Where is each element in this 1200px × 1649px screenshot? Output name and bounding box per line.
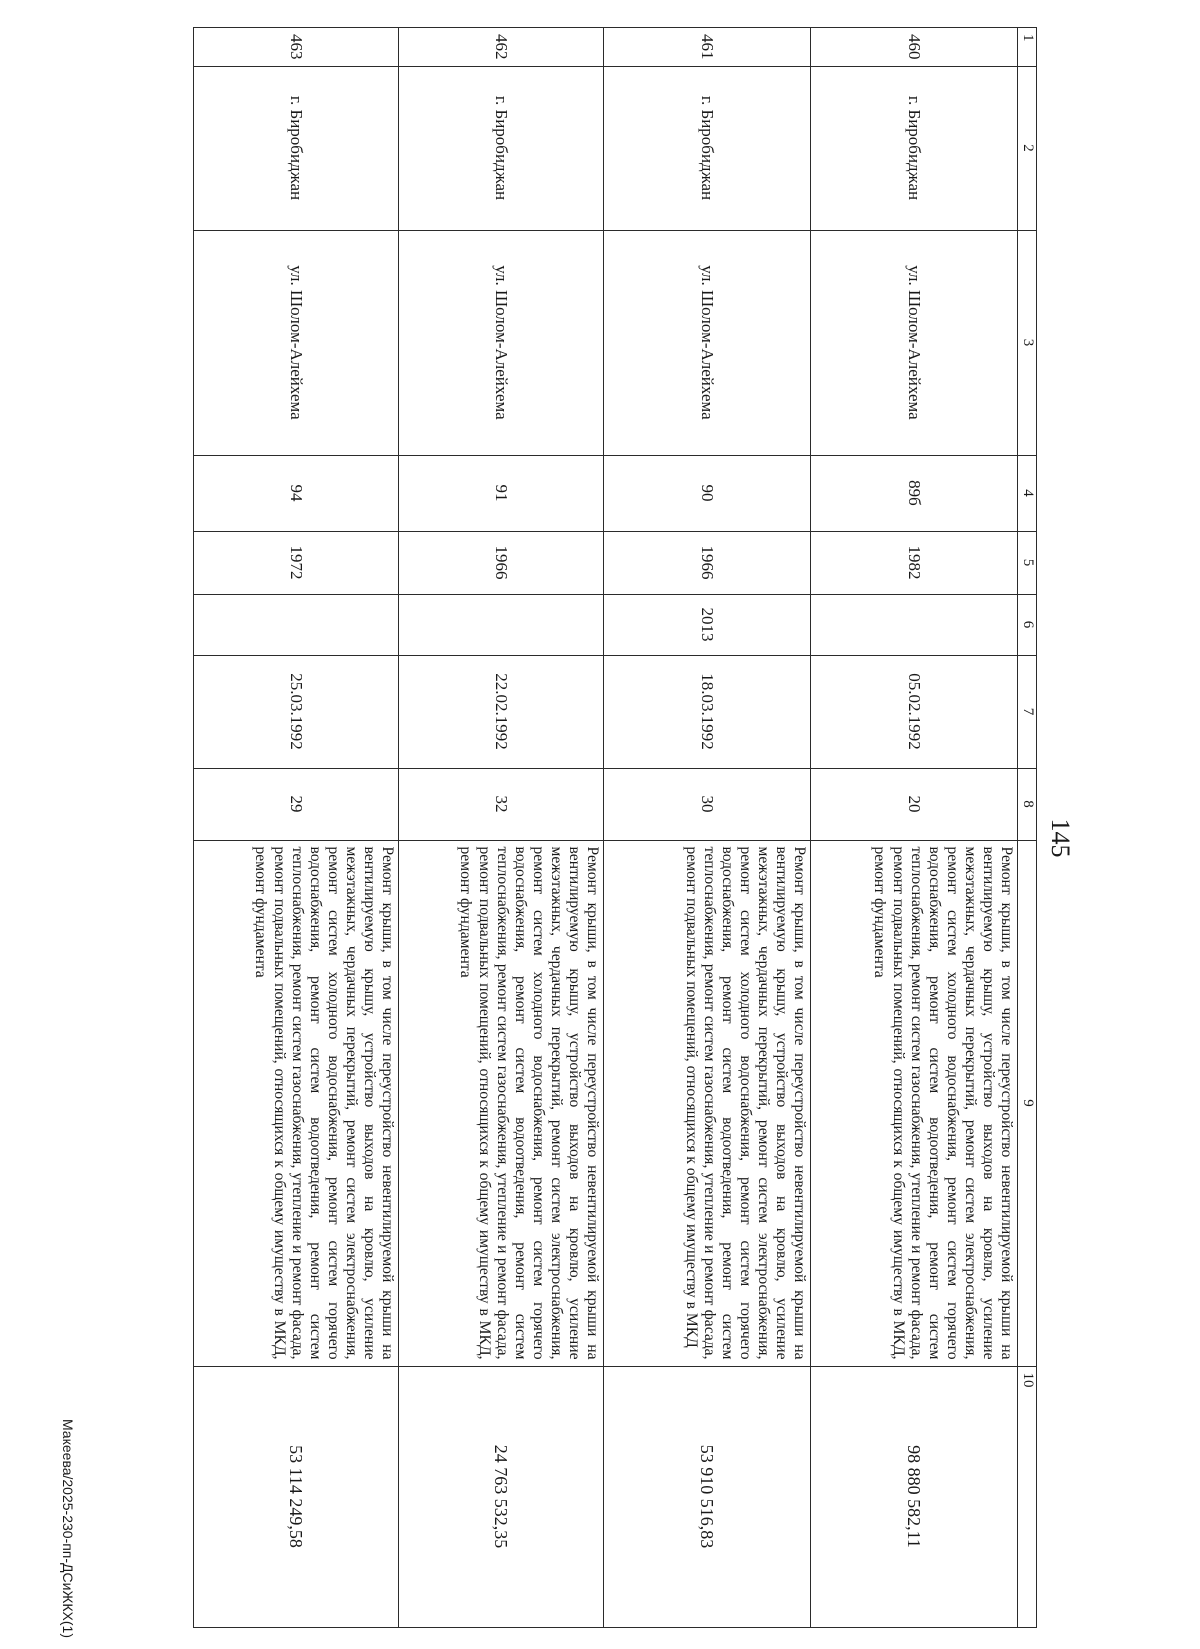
street-cell: ул. Шолом-Алейхема xyxy=(811,230,1018,455)
header-cell: 1 xyxy=(1018,28,1037,67)
street-cell: ул. Шолом-Алейхема xyxy=(399,230,604,455)
city-cell: г. Биробиджан xyxy=(811,66,1018,230)
header-cell: 2 xyxy=(1018,66,1037,230)
reconstruction-year-cell xyxy=(194,594,399,655)
house-cell: 89б xyxy=(811,455,1018,531)
date-cell: 18.03.1992 xyxy=(604,655,811,768)
document-code: Макеева/2025-230-пп-ДСиЖКХ(1) xyxy=(60,1418,76,1638)
street-cell: ул. Шолом-Алейхема xyxy=(194,230,399,455)
header-cell: 10 xyxy=(1018,1366,1037,1627)
repair-program-table xyxy=(193,27,1037,1628)
table-row xyxy=(194,28,399,1628)
works-cell: Ремонт крыши, в том числе переустройство невентилируемой крыши на вентилируемую крышу, устройство выходов на кровлю, усиление межэтажных, чердачных перекрытий, ремонт систем электроснабжения, ремонт систем холодного водоснабжения, ремонт систем горячего водоснабжения, ремонт систем водоотведения, ремонт систем теплоснабжения, ремонт систем газоснабжения, утепление и ремонт фасада, ремонт подвальных помещений, относящихся к общему имуществу в МКД, ремонт фундамента xyxy=(399,840,604,1366)
table-row xyxy=(399,28,604,1628)
house-cell: 90 xyxy=(604,455,811,531)
reconstruction-year-cell xyxy=(399,594,604,655)
col8-cell: 20 xyxy=(811,768,1018,840)
table-row xyxy=(811,28,1018,1628)
city-cell: г. Биробиджан xyxy=(399,66,604,230)
header-cell: 8 xyxy=(1018,768,1037,840)
header-cell: 4 xyxy=(1018,455,1037,531)
row-number: 462 xyxy=(399,28,604,67)
city-cell: г. Биробиджан xyxy=(194,66,399,230)
table-header-row xyxy=(1018,28,1037,1628)
header-cell: 3 xyxy=(1018,230,1037,455)
works-cell: Ремонт крыши, в том числе переустройство невентилируемой крыши на вентилируемую крышу, устройство выходов на кровлю, усиление межэтажных, чердачных перекрытий, ремонт систем электроснабжения, ремонт систем холодного водоснабжения, ремонт систем горячего водоснабжения, ремонт систем водоотведения, ремонт систем теплоснабжения, ремонт систем газоснабжения, утепление и ремонт фасада, ремонт подвальных помещений, относящихся к общему имуществу в МКД, ремонт фундамента xyxy=(811,840,1018,1366)
reconstruction-year-cell: 2013 xyxy=(604,594,811,655)
reconstruction-year-cell xyxy=(811,594,1018,655)
built-year-cell: 1966 xyxy=(399,531,604,594)
page-number: 145 xyxy=(1046,818,1075,858)
works-cell: Ремонт крыши, в том числе переустройство невентилируемой крыши на вентилируемую крышу, устройство выходов на кровлю, усиление межэтажных, чердачных перекрытий, ремонт систем электроснабжения, ремонт систем холодного водоснабжения, ремонт систем горячего водоснабжения, ремонт систем водоотведения, ремонт систем теплоснабжения, ремонт систем газоснабжения, утепление и ремонт фасада, ремонт подвальных помещений, относящихся к общему имуществу в МКД, ремонт фундамента xyxy=(194,840,399,1366)
city-cell: г. Биробиджан xyxy=(604,66,811,230)
table-row xyxy=(604,28,811,1628)
amount-cell: 53 910 516,83 xyxy=(604,1366,811,1627)
col8-cell: 30 xyxy=(604,768,811,840)
header-cell: 9 xyxy=(1018,840,1037,1366)
col8-cell: 32 xyxy=(399,768,604,840)
house-cell: 94 xyxy=(194,455,399,531)
date-cell: 22.02.1992 xyxy=(399,655,604,768)
amount-cell: 53 114 249,58 xyxy=(194,1366,399,1627)
header-cell: 5 xyxy=(1018,531,1037,594)
street-cell: ул. Шолом-Алейхема xyxy=(604,230,811,455)
date-cell: 05.02.1992 xyxy=(811,655,1018,768)
works-cell: Ремонт крыши, в том числе переустройство невентилируемой крыши на вентилируемую крышу, устройство выходов на кровлю, усиление межэтажных, чердачных перекрытий, ремонт систем электроснабжения, ремонт систем холодного водоснабжения, ремонт систем горячего водоснабжения, ремонт систем водоотведения, ремонт систем теплоснабжения, ремонт систем газоснабжения, утепление и ремонт фасада, ремонт подвальных помещений, относящихся к общему имуществу в МКД xyxy=(604,840,811,1366)
amount-cell: 24 763 532,35 xyxy=(399,1366,604,1627)
house-cell: 91 xyxy=(399,455,604,531)
built-year-cell: 1966 xyxy=(604,531,811,594)
row-number: 463 xyxy=(194,28,399,67)
header-cell: 6 xyxy=(1018,594,1037,655)
built-year-cell: 1972 xyxy=(194,531,399,594)
col8-cell: 29 xyxy=(194,768,399,840)
header-cell: 7 xyxy=(1018,655,1037,768)
row-number: 461 xyxy=(604,28,811,67)
amount-cell: 98 880 582,11 xyxy=(811,1366,1018,1627)
built-year-cell: 1982 xyxy=(811,531,1018,594)
row-number: 460 xyxy=(811,28,1018,67)
date-cell: 25.03.1992 xyxy=(194,655,399,768)
